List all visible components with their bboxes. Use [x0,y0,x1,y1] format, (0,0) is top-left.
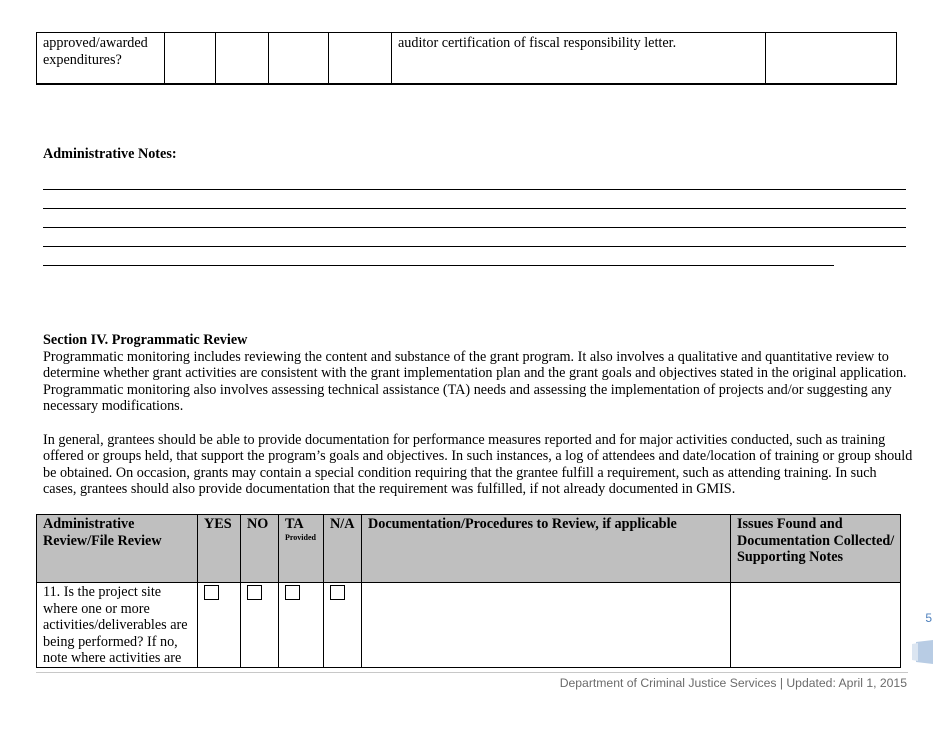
page-number: 5 [925,611,932,625]
no-cell [241,583,279,668]
page-tab-icon [912,640,933,664]
no-cell[interactable] [216,33,269,85]
yes-cell [198,583,241,668]
table-header-row [37,515,901,583]
header-na: N/A [324,515,362,583]
section-paragraph: Programmatic monitoring includes reviewing the content and substance of the grant program. It also involves a qualitative and quantitative review to determine whether grant activities are consistent with the grant implementation plan and the grant goals and objectives stated in the original application. Programmatic monitoring also involves assessing technical assistance (TA) needs and assessing the implementation of projects and/or suggesting any necessary modifications. [43,348,907,415]
header-ta [279,515,324,583]
header-documentation: Documentation/Procedures to Review, if applicable [362,515,731,583]
notes-line[interactable] [43,227,906,228]
section-iv-programmatic-review [43,332,913,498]
na-cell[interactable] [329,33,392,85]
review-question-cell: 11. Is the project site where one or more activities/deliverables are being performed? If no, note where activities are [37,583,198,668]
section-title: Section IV. Programmatic Review [43,332,248,348]
issues-cell[interactable] [731,583,901,668]
no-checkbox[interactable] [247,585,262,600]
footer-divider [36,672,908,673]
yes-cell[interactable] [165,33,216,85]
notes-line[interactable] [43,246,906,247]
footer-text: Department of Criminal Justice Services | Updated: April 1, 2015 [559,676,907,690]
ta-cell[interactable] [269,33,329,85]
ta-cell [279,583,324,668]
administrative-notes-label: Administrative Notes: [43,146,177,162]
notes-line[interactable] [43,265,834,266]
notes-line[interactable] [43,189,906,190]
header-no: NO [241,515,279,583]
na-checkbox[interactable] [330,585,345,600]
section-paragraph: In general, grantees should be able to provide documentation for performance measures reported and for major activities conducted, such as training offered or groups held, that support the program’s goals and objectives. In such instances, a log of attendees and date/location of training or group should be obtained. On occasion, grants may contain a special condition requiring that the grantee fulfill a requirement, such as attending training. In such cases, grantees should also provide documentation that the requirement was fulfilled, if not already documented in GMIS. [43,431,913,498]
table-row [37,583,901,668]
header-yes: YES [198,515,241,583]
documentation-cell: auditor certification of fiscal responsibility letter. [392,33,766,85]
issues-cell[interactable] [766,33,897,85]
table-row [37,33,897,85]
yes-checkbox[interactable] [204,585,219,600]
ta-checkbox[interactable] [285,585,300,600]
review-question-cell: approved/awarded expenditures? [37,33,165,85]
documentation-cell[interactable] [362,583,731,668]
na-cell [324,583,362,668]
header-ta-sub: Provided [285,532,316,542]
header-ta-label: TA [285,516,304,532]
header-issues: Issues Found and Documentation Collected/ Supporting Notes [731,515,901,583]
programmatic-review-table [36,514,901,668]
header-review: Administrative Review/File Review [37,515,198,583]
fiscal-review-table-continued [36,32,897,85]
notes-line[interactable] [43,208,906,209]
